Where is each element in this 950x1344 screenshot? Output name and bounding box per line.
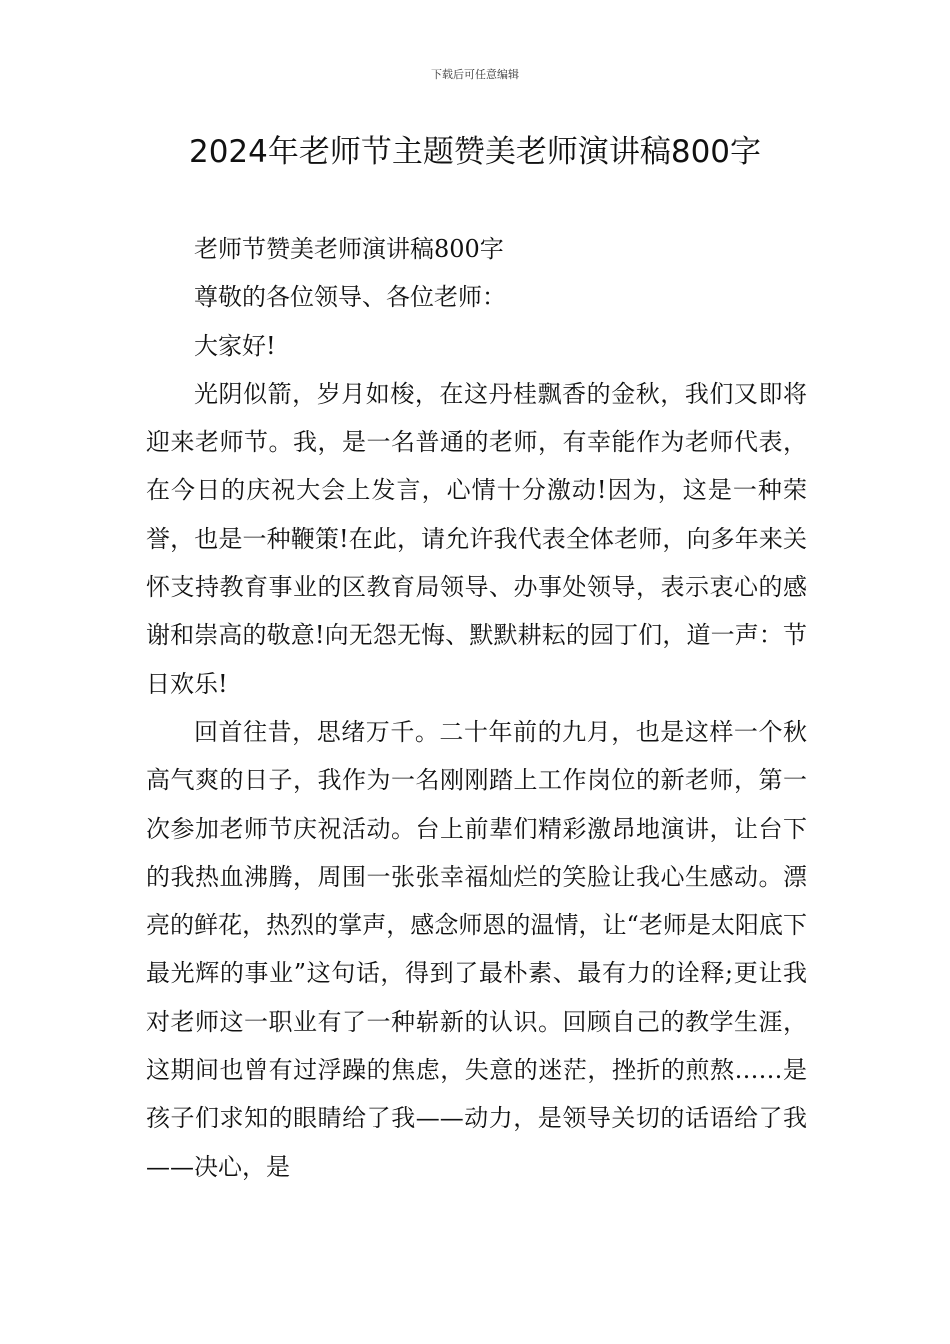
document-body: [146, 225, 807, 1191]
header-note: 下载后可任意编辑: [431, 68, 519, 81]
paragraph-opening: 光阴似箭，岁月如梭，在这丹桂飘香的金秋，我们又即将迎来老师节。我，是一名普通的老师，有幸能作为老师代表，在今日的庆祝大会上发言，心情十分激动!因为，这是一种荣誉，也是一种鞭策!在此，请允许我代表全体老师，向多年来关怀支持教育事业的区教育局领导、办事处领导，表示衷心的感谢和崇高的敬意!向无怨无悔、默默耕耘的园丁们，道一声：节日欢乐!: [146, 379, 807, 698]
paragraph-salutation: 尊敬的各位领导、各位老师：: [194, 283, 506, 312]
paragraph-recollection: 回首往昔，思绪万千。二十年前的九月，也是这样一个秋高气爽的日子，我作为一名刚刚踏上工作岗位的新老师，第一次参加老师节庆祝活动。台上前辈们精彩激昂地演讲，让台下的我热血沸腾，周围一张张幸福灿烂的笑脸让我心生感动。漂亮的鲜花，热烈的掌声，感念师恩的温情，让“老师是太阳底下最光辉的事业”这句话，得到了最朴素、最有力的诠释;更让我对老师这一职业有了一种崭新的认识。回顾自己的教学生涯，这期间也曾有过浮躁的焦虑，失意的迷茫，挫折的煎熬……是孩子们求知的眼睛给了我——动力，是领导关切的话语给了我——决心，是: [146, 717, 807, 1181]
paragraph-subtitle: 老师节赞美老师演讲稿800字: [194, 235, 504, 263]
document-title: 2024年老师节主题赞美老师演讲稿800字: [188, 134, 762, 170]
paragraph-greeting: 大家好!: [194, 331, 276, 360]
